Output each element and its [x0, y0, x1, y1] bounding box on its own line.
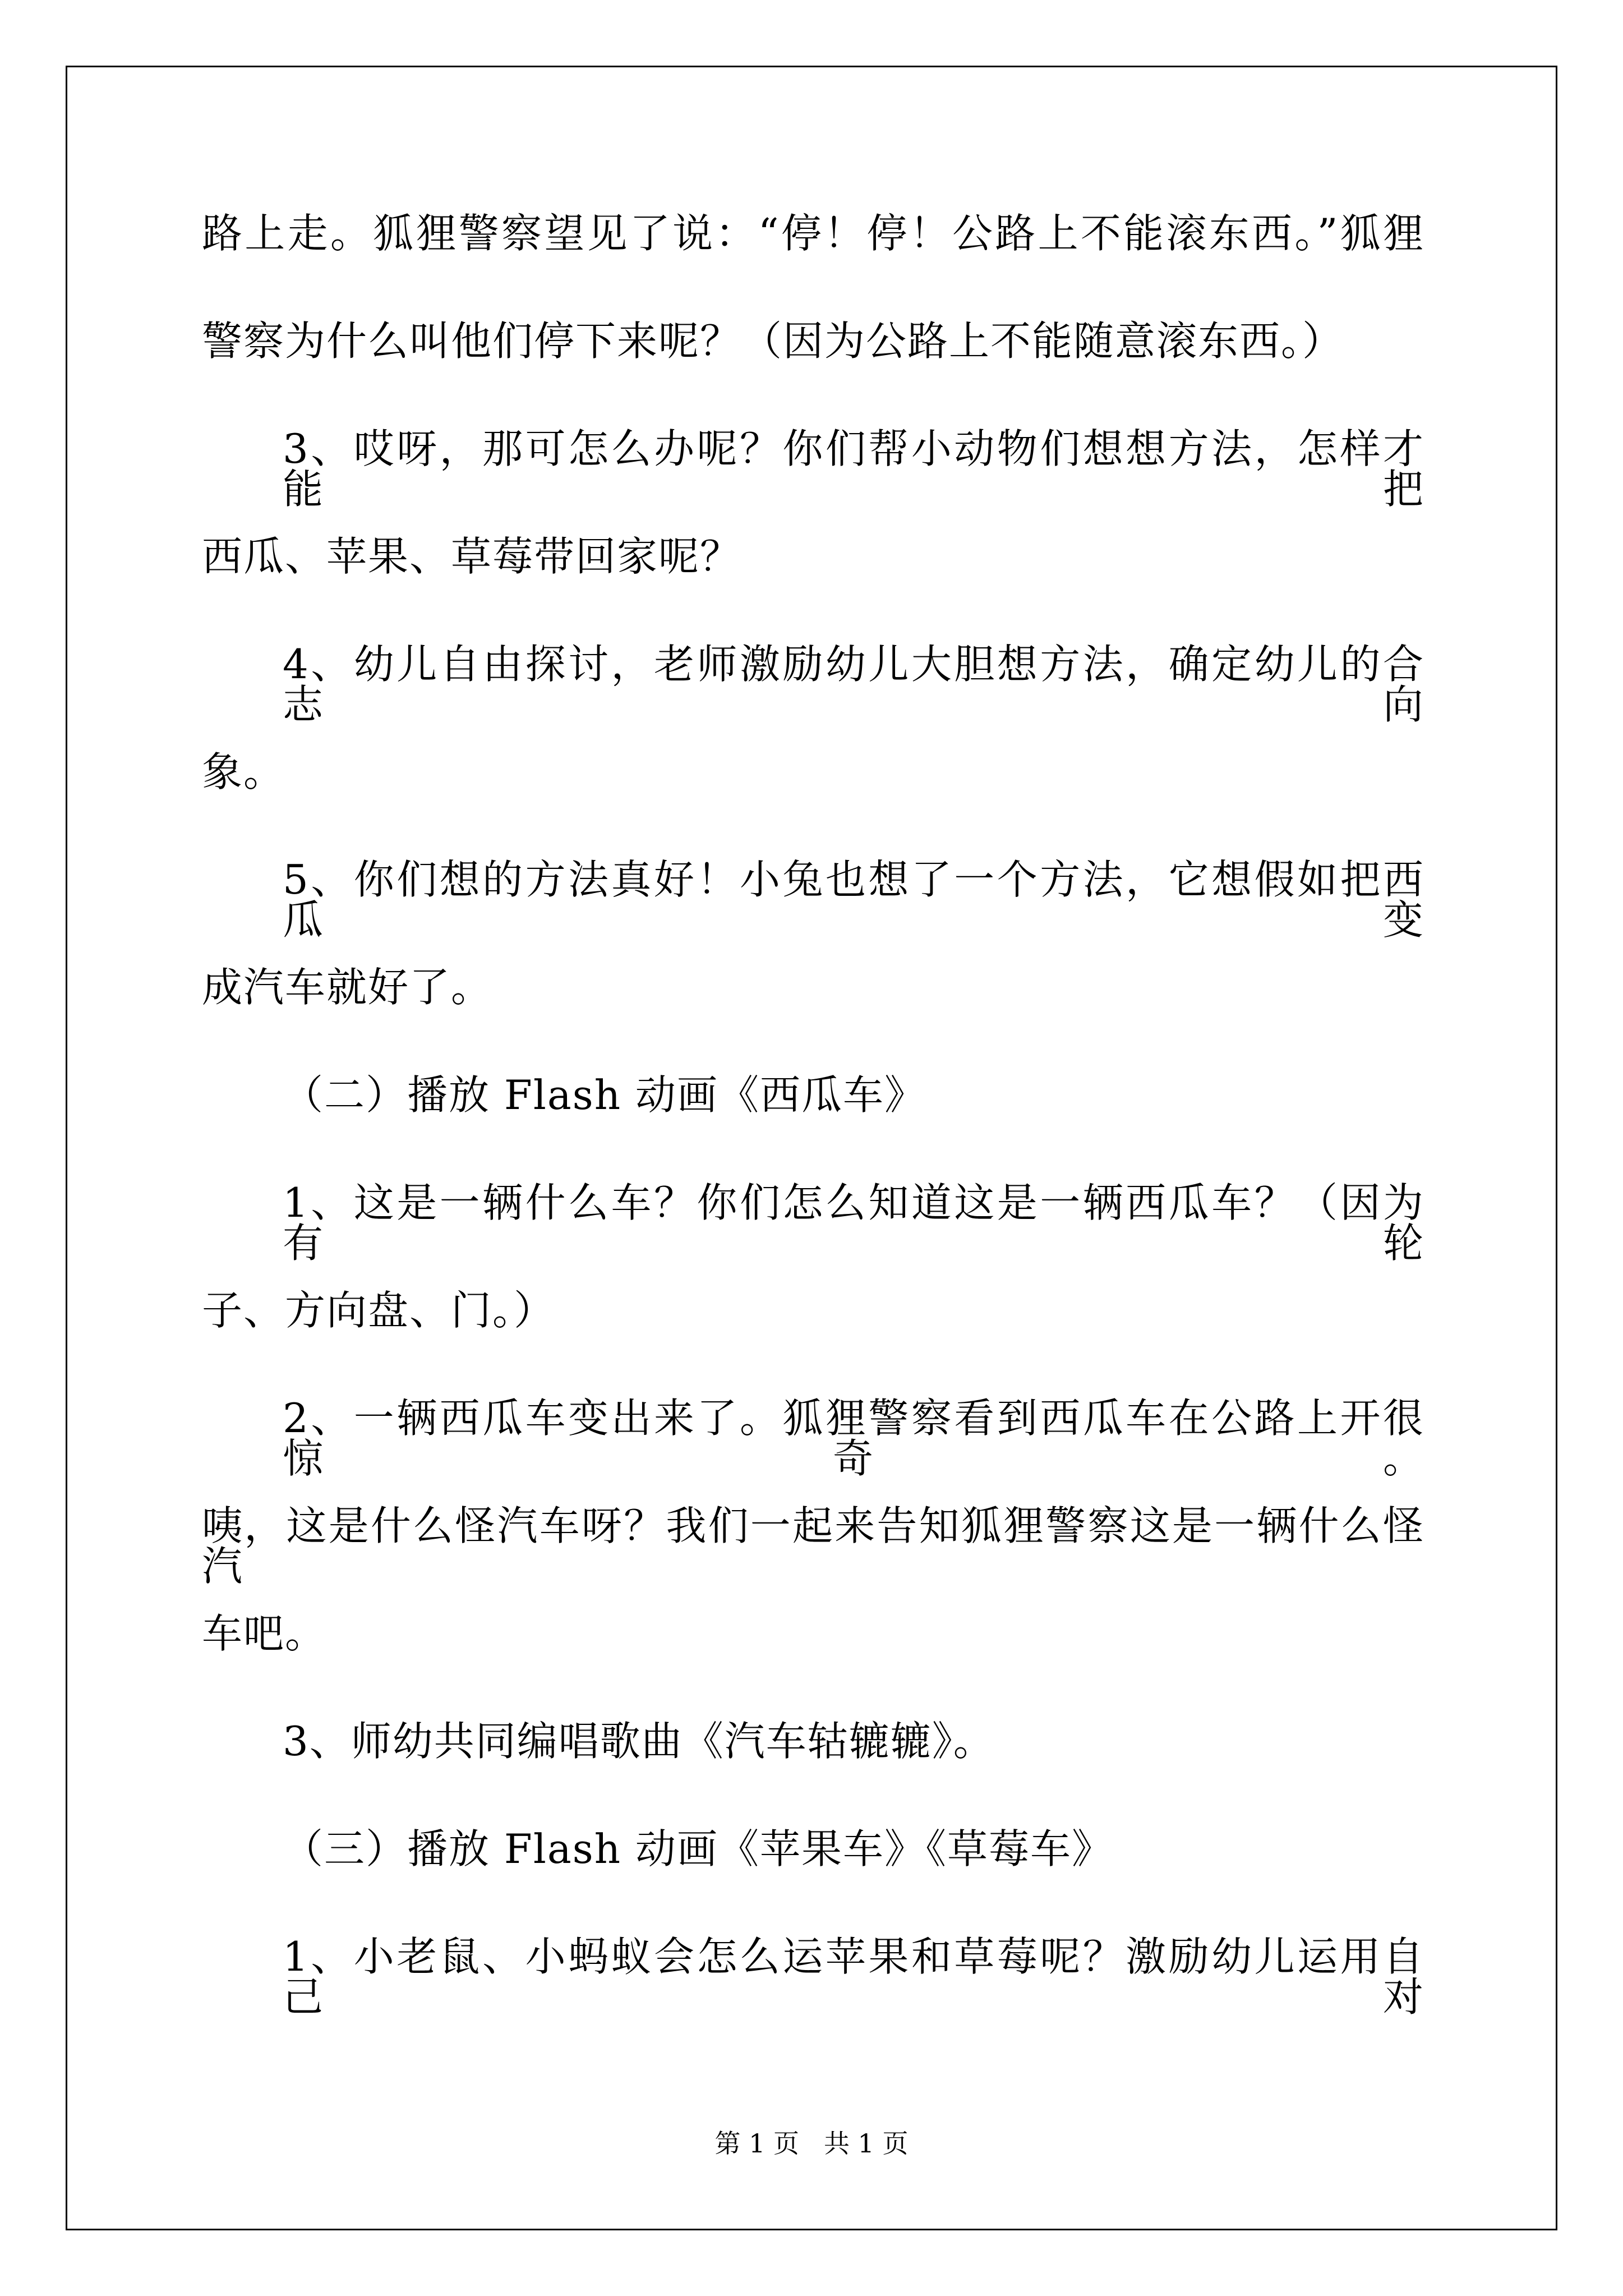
page-total: 共 1 页	[823, 2128, 909, 2159]
page-border	[66, 66, 1557, 2230]
text-line: 车吧。	[202, 1610, 327, 1657]
text-line: 4、幼儿自由探讨，老师激励幼儿大胆想方法，确定幼儿的合志向	[283, 641, 1424, 728]
section-heading: （二）播放 Flash 动画《西瓜车》	[283, 1071, 926, 1119]
text-line: 象。	[202, 748, 285, 795]
text-line: 1、这是一辆什么车？你们怎么知道这是一辆西瓜车？（因为有轮	[283, 1179, 1424, 1267]
text-line: 警察为什么叫他们停下来呢？（因为公路上不能随意滚东西。）	[202, 318, 1344, 365]
text-line: 咦，这是什么怪汽车呀？我们一起来告知狐狸警察这是一辆什么怪汽	[202, 1502, 1424, 1590]
text-line: 3、师幼共同编唱歌曲《汽车轱辘辘》。	[283, 1718, 995, 1765]
section-heading: （三）播放 Flash 动画《苹果车》《草莓车》	[283, 1825, 1114, 1872]
text-line: 成汽车就好了。	[202, 964, 493, 1011]
text-line: 西瓜、苹果、草莓带回家呢？	[202, 533, 742, 580]
page-footer	[0, 2128, 1623, 2159]
text-line: 3、哎呀，那可怎么办呢？你们帮小动物们想想方法，怎样才能把	[283, 425, 1424, 513]
text-line: 1、小老鼠、小蚂蚁会怎么运苹果和草莓呢？激励幼儿运用自己对	[283, 1933, 1424, 2021]
page-number: 第 1 页	[714, 2128, 800, 2159]
text-line: 5、你们想的方法真好！小兔也想了一个方法，它想假如把西瓜变	[283, 856, 1424, 944]
text-line: 子、方向盘、门。）	[202, 1287, 556, 1334]
text-line: 路上走。狐狸警察望见了说：“停！停！公路上不能滚东西。”狐狸	[202, 210, 1424, 257]
text-line: 2、一辆西瓜车变出来了。狐狸警察看到西瓜车在公路上开很惊奇。	[283, 1395, 1424, 1482]
